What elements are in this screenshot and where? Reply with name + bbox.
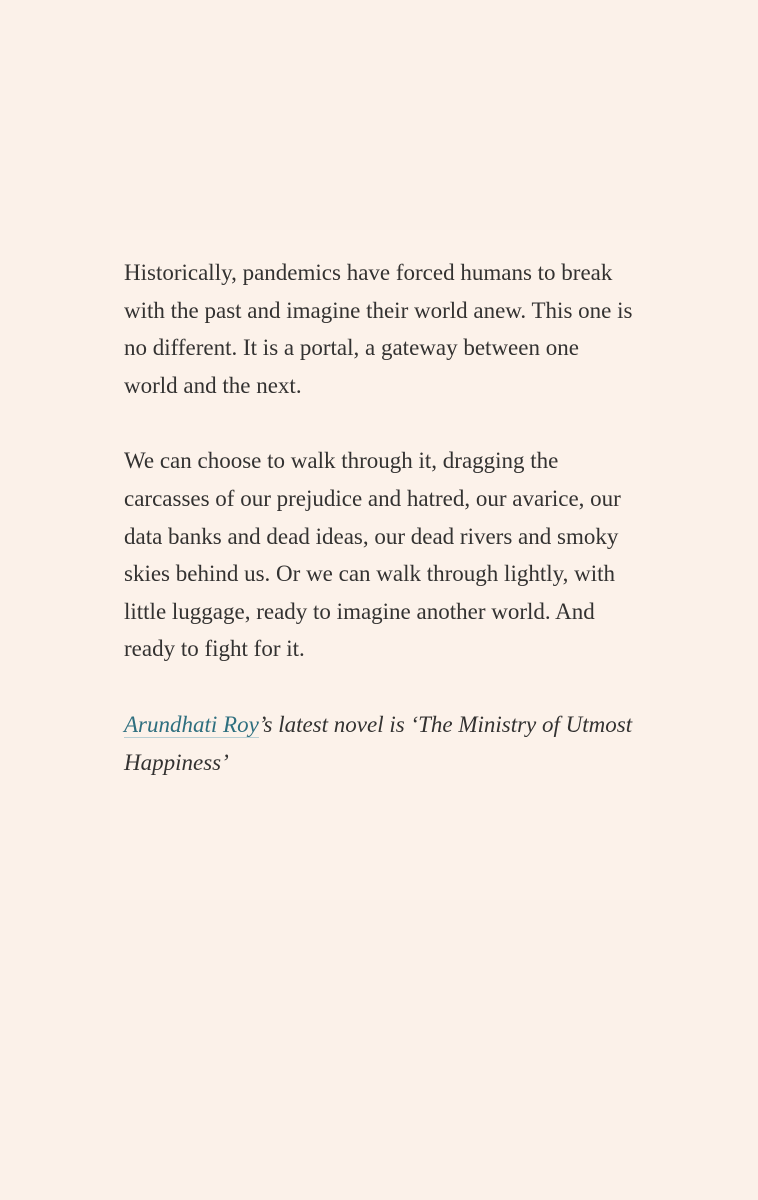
author-bio-text: ’s latest novel is ‘The Ministry of Utmost Happiness’ [124,711,633,775]
author-name-link[interactable]: Arundhati Roy [124,711,259,737]
article-paragraph-1: Historically, pandemics have forced humans to break with the past and imagine their world anew. This one is no different. It is a portal, a gateway between one world and the next. [124,260,633,398]
author-bio-caption [124,706,634,781]
article-body [110,230,650,900]
article-paragraph-2: We can choose to walk through it, dragging the carcasses of our prejudice and hatred, our avarice, our data banks and dead ideas, our dead rivers and smoky skies behind us. Or we can walk through lightly, with little luggage, ready to imagine another world. And ready to fight for it. [124,448,621,662]
